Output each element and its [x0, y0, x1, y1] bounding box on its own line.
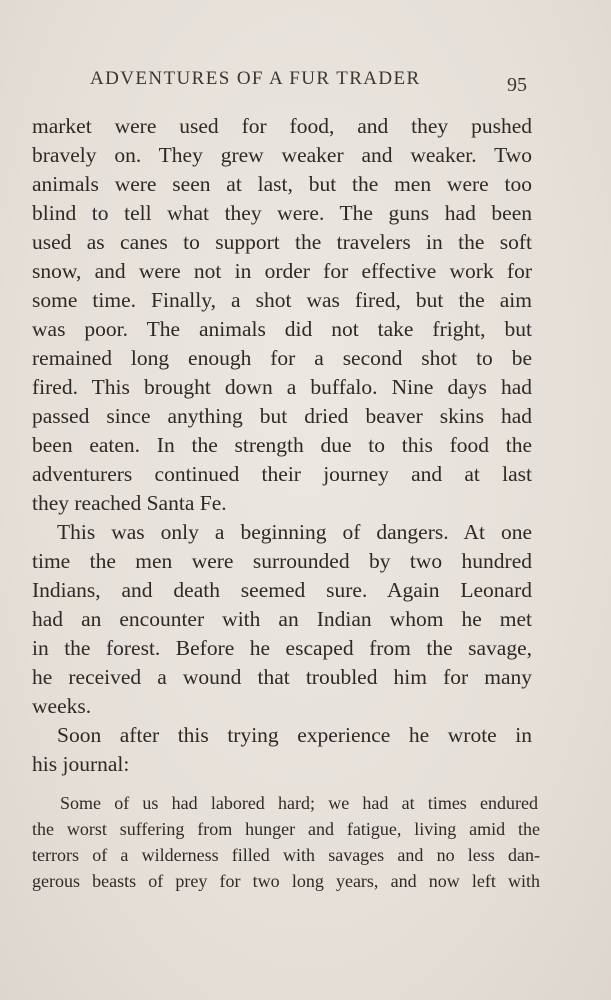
body-line: market were used for food, and they pushed: [32, 114, 532, 138]
body-line: they reached Santa Fe.: [32, 491, 227, 515]
body-line: animals were seen at last, but the men were too: [32, 172, 532, 196]
page-number: 95: [507, 74, 527, 96]
body-line: his journal:: [32, 752, 130, 776]
body-line: adventurers continued their journey and at last: [32, 462, 532, 486]
body-line: was poor. The animals did not take fright, but: [32, 317, 532, 341]
page-header: [0, 68, 611, 98]
body-line: blind to tell what they were. The guns had been: [32, 201, 532, 225]
body-line: snow, and were not in order for effective work for: [32, 259, 532, 283]
quote-line: the worst suffering from hunger and fatigue, living amid the: [32, 819, 540, 839]
quote-line: terrors of a wilderness filled with savages and no less dan-: [32, 845, 540, 865]
body-line: some time. Finally, a shot was fired, but the aim: [32, 288, 532, 312]
body-line: weeks.: [32, 694, 92, 718]
paragraph-start-line: Soon after this trying experience he wrote in: [57, 723, 532, 747]
body-line: fired. This brought down a buffalo. Nine days had: [32, 375, 532, 399]
body-line: time the men were surrounded by two hundred: [32, 549, 532, 573]
body-line: bravely on. They grew weaker and weaker. Two: [32, 143, 532, 167]
running-head: ADVENTURES OF A FUR TRADER: [90, 68, 421, 89]
body-line: used as canes to support the travelers in the soft: [32, 230, 532, 254]
quote-line: gerous beasts of prey for two long years, and now left with: [32, 871, 540, 891]
body-line: passed since anything but dried beaver skins had: [32, 404, 532, 428]
body-line: Indians, and death seemed sure. Again Leonard: [32, 578, 532, 602]
paragraph-start-line: This was only a beginning of dangers. At one: [57, 520, 532, 544]
body-line: he received a wound that troubled him for many: [32, 665, 532, 689]
body-line: had an encounter with an Indian whom he met: [32, 607, 532, 631]
quote-line: Some of us had labored hard; we had at times endured: [60, 793, 538, 813]
body-line: been eaten. In the strength due to this food the: [32, 433, 532, 457]
body-line: in the forest. Before he escaped from the savage,: [32, 636, 532, 660]
body-line: remained long enough for a second shot to be: [32, 346, 532, 370]
